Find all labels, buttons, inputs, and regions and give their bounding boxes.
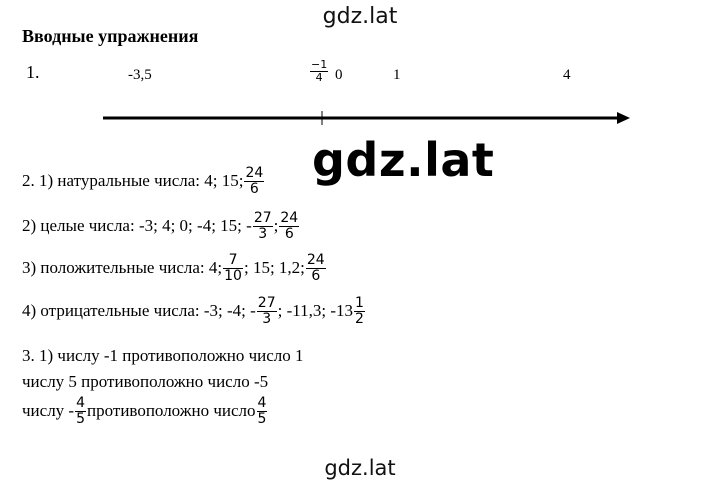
line-text: ; bbox=[273, 216, 279, 236]
fraction bbox=[257, 296, 277, 326]
exercise-3-line-3 bbox=[22, 396, 268, 426]
exercise-3-line-2: числу 5 противоположно число -5 bbox=[22, 372, 269, 391]
line-text: 2) целые числа: -3; 4; 0; -4; 15; - bbox=[22, 216, 252, 236]
line-text: ; 15; 1,2; bbox=[243, 258, 305, 278]
fraction-numerator: 27 bbox=[257, 295, 276, 311]
exercise-1-number: 1. bbox=[26, 62, 40, 82]
line-text: 3) положительные числа: 4; bbox=[22, 258, 223, 278]
fraction-numerator: 24 bbox=[245, 165, 264, 181]
line-text: числу - bbox=[22, 401, 75, 421]
point-label-4: 4 bbox=[563, 67, 571, 83]
section-heading: Вводные упражнения bbox=[22, 26, 199, 46]
fraction bbox=[75, 396, 86, 426]
watermark-bottom: gdz.lat bbox=[324, 456, 396, 480]
number-line-arrow bbox=[617, 112, 630, 124]
exercise-3-line-1: 3. 1) числу -1 противоположно число 1 bbox=[22, 346, 304, 365]
fraction bbox=[244, 166, 264, 196]
fraction-denominator: 6 bbox=[249, 180, 259, 197]
fraction-numerator: −1 bbox=[311, 58, 328, 71]
fraction-denominator: 3 bbox=[262, 310, 272, 327]
line-text: ; -11,3; -13 bbox=[277, 301, 353, 321]
line-text: противоположно число bbox=[87, 401, 256, 421]
exercise-2-line-4 bbox=[22, 296, 366, 326]
fraction-numerator: 4 bbox=[257, 395, 267, 411]
fraction bbox=[279, 211, 299, 241]
fraction-numerator: 4 bbox=[76, 395, 86, 411]
exercise-2-line-3 bbox=[22, 253, 327, 283]
fraction-denominator: 4 bbox=[315, 70, 323, 84]
fraction bbox=[306, 253, 326, 283]
fraction-numerator: 1 bbox=[355, 295, 364, 311]
fraction-denominator: 5 bbox=[257, 410, 267, 427]
exercise-2-line-2 bbox=[22, 211, 300, 241]
fraction-denominator: 10 bbox=[224, 267, 242, 284]
watermark-middle: gdz.lat bbox=[312, 133, 495, 187]
point-label-0: 0 bbox=[335, 67, 343, 83]
line-text: 4) отрицательные числа: -3; -4; - bbox=[22, 301, 256, 321]
watermark-top: gdz.lat bbox=[322, 4, 398, 29]
line-text: 2. 1) натуральные числа: 4; 15; bbox=[22, 171, 244, 191]
fraction-denominator: 5 bbox=[76, 410, 86, 427]
point-label-minus-3-5: -3,5 bbox=[128, 67, 152, 83]
number-line bbox=[0, 0, 720, 140]
fraction bbox=[354, 296, 365, 326]
fraction-denominator: 6 bbox=[284, 225, 294, 242]
fraction bbox=[257, 396, 268, 426]
fraction-numerator: 24 bbox=[280, 210, 299, 226]
fraction bbox=[253, 211, 273, 241]
fraction-denominator: 3 bbox=[258, 225, 268, 242]
exercise-2-line-1 bbox=[22, 166, 265, 196]
point-label-1: 1 bbox=[393, 67, 401, 83]
fraction bbox=[223, 253, 243, 283]
fraction-numerator: 24 bbox=[306, 252, 325, 268]
fraction-numerator: 7 bbox=[223, 253, 243, 269]
fraction-denominator: 6 bbox=[311, 267, 321, 284]
fraction-numerator: 27 bbox=[253, 210, 272, 226]
fraction-denominator: 2 bbox=[355, 310, 364, 327]
